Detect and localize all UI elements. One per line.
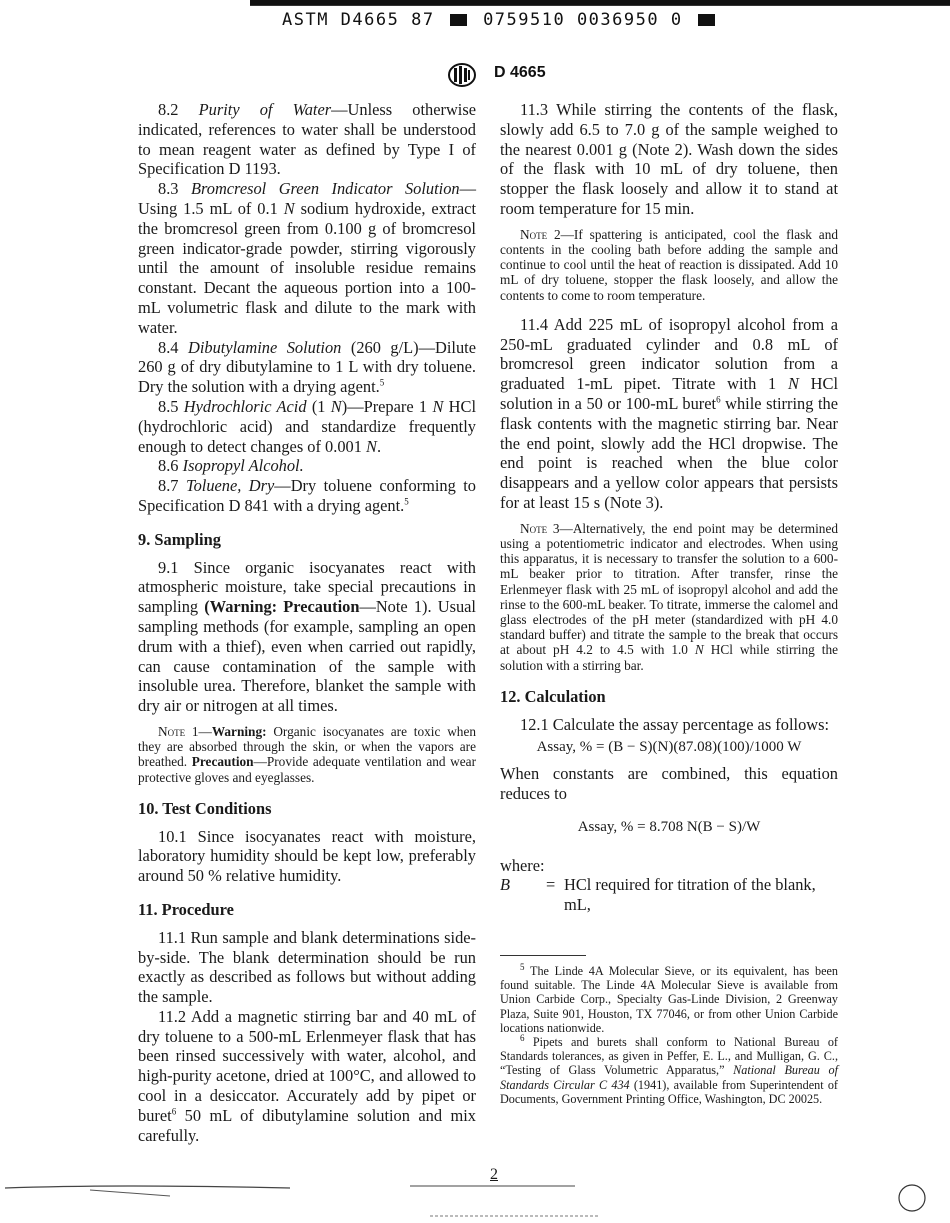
header-document-code <box>282 10 719 30</box>
header-code-part2: 0759510 0036950 0 <box>483 10 683 30</box>
paragraph-8-2: 8.2 Purity of Water—Unless otherwise indicated, references to water shall be understood to mean reagent water as defined by Type I of Specification D 1193. <box>138 100 476 179</box>
header-rule <box>250 5 950 6</box>
where-label: where: <box>500 855 545 875</box>
paragraph-11-1: 11.1 Run sample and blank determinations side-by-side. The blank determination should be run exactly as described as follows but without adding the sample. <box>138 927 476 1007</box>
paragraph-10-1: 10.1 Since isocyanates react with moisture, laboratory humidity should be kept low, preferably around 50 % relative humidity. <box>138 826 476 886</box>
footnote-rule <box>500 955 586 956</box>
paragraph-combined: When constants are combined, this equation reduces to <box>500 764 838 803</box>
section-11-heading: 11. Procedure <box>138 899 234 919</box>
where-definition-b <box>500 875 838 915</box>
paragraph-8-7: 8.7 Toluene, Dry—Dry toluene conforming to Specification D 841 with a drying agent.$^5$ <box>138 476 476 515</box>
note-2: Note 2—If spattering is anticipated, cool the flask and contents in the cooling bath before adding the sample and continue to cool until the heat of reaction is dissipated. Add 10 mL of dry toluene, stopper the flask loosely, and allow the contents to come to room temperature. <box>500 226 838 303</box>
assay-formula: Assay, % = (B − S)(N)(87.08)(100)/1000 W <box>536 739 802 756</box>
note-1: Note 1—Warning: Organic isocyanates are toxic when they are absorbed through the skin, or when the vapors are breathed. Precaution—Provide adequate ventilation and wear protective gloves and eyeglasses. <box>138 723 477 785</box>
astm-logo-icon <box>447 62 477 88</box>
header-code-part1: ASTM D4665 87 <box>282 10 435 30</box>
paragraph-8-4: 8.4 Dibutylamine Solution (260 g/L)—Dilute 260 g of dry dibutylamine to 1 L with dry toluene. Dry the solution with a drying agent.$^5$ <box>138 337 476 397</box>
left-column <box>138 100 476 1145</box>
paragraph-11-2: 11.2 Add a magnetic stirring bar and 40 mL of dry toluene to a 500-mL Erlenmeyer flask that has been rinsed successively with water, alcohol, and high-purity acetone, dried at 100°C, and allowed to cool in a desiccator. Accurately add by pipet or buret$^6$ 50 mL of dibutylamine solution and mix carefully. <box>138 1006 476 1145</box>
page-number: 2 <box>490 1166 498 1183</box>
section-12-heading: 12. Calculation <box>500 686 606 706</box>
paragraph-11-3: 11.3 While stirring the contents of the flask, slowly add 6.5 to 7.0 g of the sample weighed to the nearest 0.001 g (Note 2). Wash down the sides of the flask with 10 mL of dry toluene, then stopper the flask loosely and allow it to stand at room temperature for 15 min. <box>500 100 838 218</box>
where-definition: HCl required for titration of the blank, mL, <box>564 875 816 915</box>
right-column <box>500 100 838 1106</box>
section-10-heading: 10. Test Conditions <box>138 798 272 818</box>
where-equals: = <box>546 875 556 895</box>
note-3: Note 3—Alternatively, the end point may be determined using a potentiometric indicator and electrodes. When using this apparatus, it is necessary to transfer the solution to a 600-mL beaker prior to titration. After transfer, rinse the Erlenmeyer flask with 25 mL of isopropyl alcohol and add the rinse to the 600-mL beaker. To titrate, immerse the calomel and glass electrodes of the pH meter (standardized with pH 4.0 standard buffer) and titrate the sample to the break that occurs at about pH 4.2 to 4.5 with 1.0 N HCl while stirring the solution with a stirring bar. <box>500 520 838 673</box>
footnote-5: $^5$ The Linde 4A Molecular Sieve, or its equivalent, has been found suitable. The Linde 4A Molecular Sieve is available from Union Carbide Corp., Specialty Gas-Linde Division, 2 Greenway Plaza, Suite 901, Houston, TX 77046, or from other Union Carbide locations nationwide. <box>500 961 838 1035</box>
header-block-mark-end <box>698 14 715 26</box>
paragraph-8-3: 8.3 Bromcresol Green Indicator Solution—Using 1.5 mL of 0.1 N sodium hydroxide, extract the bromcresol green from 0.100 g of bromcresol green indicator-grade powder, stirring vigorously until the amount of insoluble residue remains constant. Decant the aqueous portion into a 100-mL volumetric flask and dilute to the mark with water. <box>138 179 477 337</box>
scan-artifact-lines <box>0 1170 950 1223</box>
paragraph-8-5: 8.5 Hydrochloric Acid (1 N)—Prepare 1 N HCl (hydrochloric acid) and standardize frequently enough to detect changes of 0.001 N. <box>138 396 476 456</box>
section-9-heading: 9. Sampling <box>138 529 221 549</box>
assay-formula-reduced: Assay, % = 8.708 N(B − S)/W <box>577 818 761 835</box>
footnote-6: $^6$ Pipets and burets shall conform to National Bureau of Standards tolerances, as given in Peffer, E. L., and Mulligan, G. C., “Testing of Glass Volumetric Apparatus,” National Bureau of Standards Circular C 434 (1941), available from Superintendent of Documents, Government Printing Office, Washington, DC 20025. <box>500 1032 838 1106</box>
where-symbol: B <box>500 875 511 895</box>
paragraph-11-4: 11.4 Add 225 mL of isopropyl alcohol from a 250-mL graduated cylinder and 0.8 mL of bromcresol green indicator solution from a graduated 1-mL pipet. Titrate with 1 N HCl solution in a 50 or 100-mL buret$^6$ while stirring the flask contents with the magnetic stirring bar. Near the end point, slowly add the HCl dropwise. The end point is reached when the blue color disappears and a yellow color appears that persists for at least 15 s (Note 3). <box>500 314 839 512</box>
header-block-mark <box>450 14 467 26</box>
standard-designation: D 4665 <box>494 64 546 81</box>
paragraph-8-6: 8.6 Isopropyl Alcohol. <box>158 456 304 476</box>
paragraph-9-1: 9.1 Since organic isocyanates react with atmospheric moisture, take special precautions in sampling (Warning: Precaution—Note 1). Usual sampling methods (for example, sampling an open drum with a thief), even when carried out rapidly, can cause contamination of the sample with insoluble urea. Therefore, blanket the sample with dry air or nitrogen at all times. <box>138 557 476 716</box>
paragraph-12-1: 12.1 Calculate the assay percentage as follows: <box>520 714 830 734</box>
